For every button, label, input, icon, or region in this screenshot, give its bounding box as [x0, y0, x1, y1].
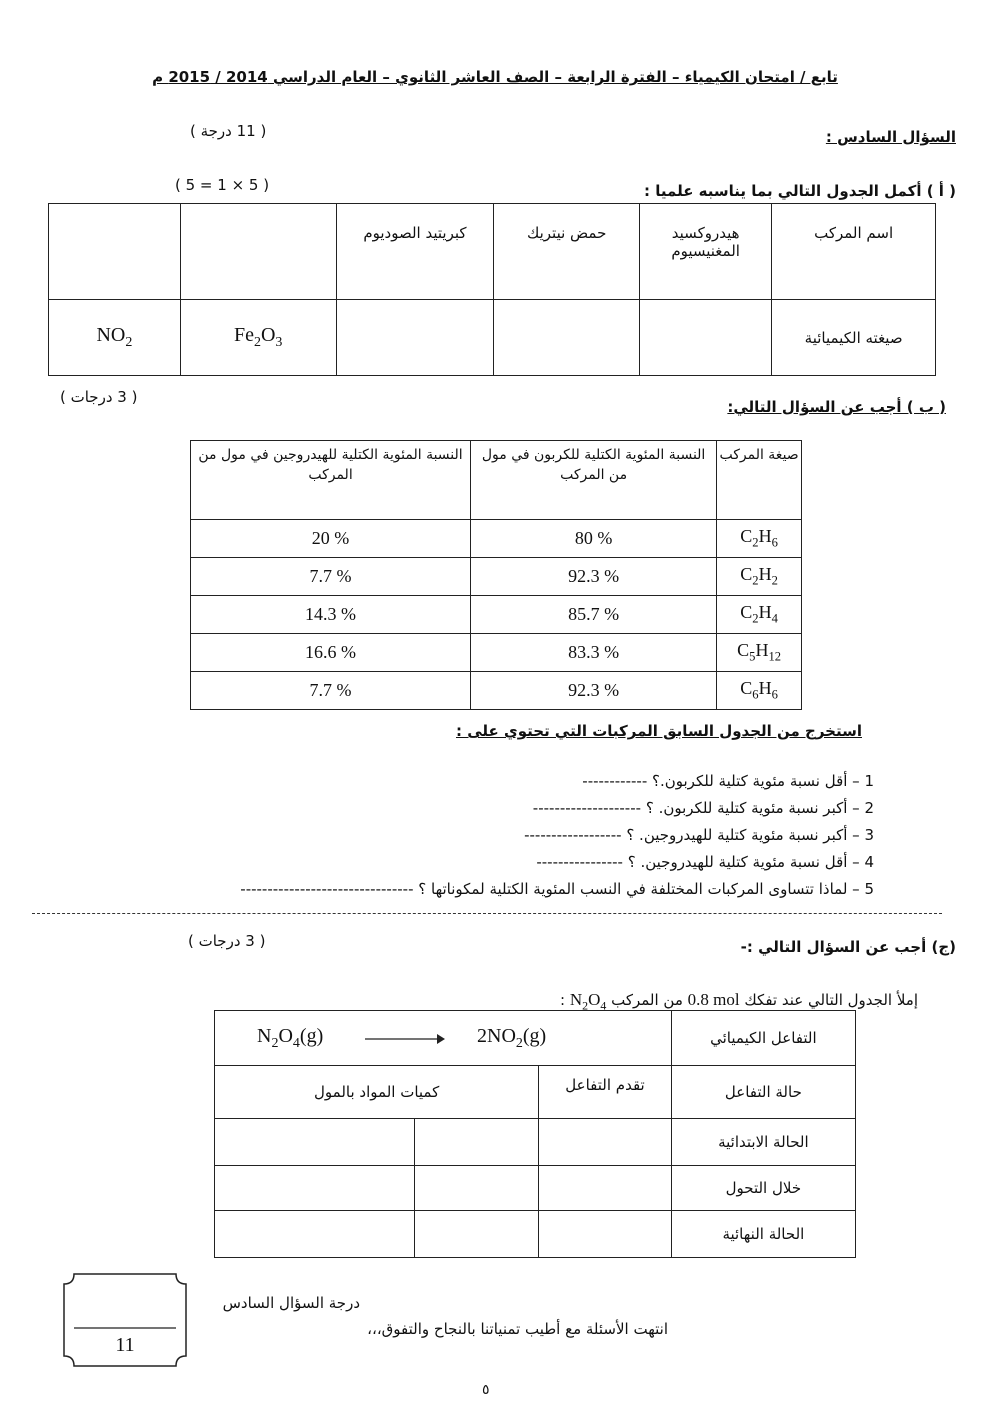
formula-cell: $C_2H_6$ — [717, 520, 802, 558]
page-number: ٥ — [482, 1382, 490, 1398]
table-row — [191, 634, 802, 672]
cell-during-no2[interactable] — [414, 1166, 538, 1211]
question-marks: ( 11 درجة ) — [190, 122, 267, 140]
progress-label: تقدم التفاعل — [539, 1066, 671, 1119]
amount: 0.8 mol — [687, 990, 740, 1009]
table-row — [191, 558, 802, 596]
cell-initial-progress[interactable] — [539, 1119, 671, 1166]
cell-final-n2o4[interactable] — [215, 1211, 415, 1258]
product: $2NO_2(g)$ — [477, 1025, 547, 1051]
formula-h: 2 — [771, 573, 778, 588]
table-row — [191, 520, 802, 558]
compound: $N_2O_4$ — [569, 990, 607, 1013]
extract-title: استخرج من الجدول السابق المركبات التي تحتوي على : — [456, 722, 862, 740]
row-label-formula: صيغته الكيميائية — [772, 300, 936, 376]
carbon-value: 92.3 % — [471, 672, 717, 710]
answer-line: -------------------------------- — [240, 880, 414, 898]
carbon-value: 83.3 % — [471, 634, 717, 672]
header-hydrogen: النسبة المئوية الكتلية للهيدروجين في مول من المركب — [191, 441, 471, 520]
cell-initial-no2[interactable] — [414, 1119, 538, 1166]
state-initial: الحالة الابتدائية — [671, 1119, 855, 1166]
carbon-value: 85.7 % — [471, 596, 717, 634]
carbon-value: 92.3 % — [471, 558, 717, 596]
formula-c: 6 — [752, 687, 759, 702]
formula-h: 4 — [771, 611, 778, 626]
reaction-table — [214, 1010, 856, 1258]
grade-value: 11 — [115, 1334, 135, 1356]
formula-c: 2 — [752, 535, 759, 550]
header-formula: صيغة المركب — [717, 441, 802, 520]
answer-line: ------------ — [582, 772, 648, 790]
question-5 — [240, 880, 874, 898]
formula-cell: $C_2H_4$ — [717, 596, 802, 634]
part-b-label-text: ( ب ) أجب عن السؤال التالي: — [727, 398, 946, 416]
cell-name-3: كبريتيد الصوديوم — [336, 204, 494, 300]
amounts-label: كميات المواد بالمول — [215, 1066, 539, 1119]
reaction-equation-cell — [215, 1011, 672, 1066]
question-text: 1 – أقل نسبة مئوية كتلية للكربون.؟ — [652, 772, 874, 790]
formula-h: 12 — [768, 649, 782, 664]
part-a-label: ( أ ) أكمل الجدول التالي بما يناسبه علميا : — [644, 182, 956, 200]
question-1 — [582, 772, 874, 790]
question-2 — [533, 799, 874, 817]
table-row — [191, 672, 802, 710]
cell-formula-3 — [336, 300, 494, 376]
hydrogen-value: 7.7 % — [191, 558, 471, 596]
cell-final-progress[interactable] — [539, 1211, 671, 1258]
formula-h: 6 — [771, 535, 778, 550]
formula-cell: $C_6H_6$ — [717, 672, 802, 710]
reactant: $N_2O_4(g)$ — [257, 1025, 324, 1051]
instruction-pre: إملأ الجدول التالي عند تفكك — [744, 991, 918, 1009]
cell-name-5 — [49, 204, 181, 300]
part-c-instruction: إملأ الجدول التالي عند تفكك 0.8 mol من المركب $N_2O_4$ : — [560, 990, 918, 1013]
cell-during-progress[interactable] — [539, 1166, 671, 1211]
formula-c: 5 — [749, 649, 756, 664]
answer-line: -------------------- — [532, 799, 642, 817]
question-text: 2 – أكبر نسبة مئوية كتلية للكربون. ؟ — [645, 799, 874, 817]
answer-continuation-line — [32, 913, 942, 914]
state-label: حالة التفاعل — [671, 1066, 855, 1119]
cell-initial-n2o4[interactable] — [215, 1119, 415, 1166]
question-3 — [524, 826, 874, 844]
question-4 — [536, 853, 874, 871]
cell-formula-2 — [494, 300, 640, 376]
cell-formula-1 — [640, 300, 772, 376]
part-c-marks: ( 3 درجات ) — [188, 932, 266, 950]
cell-during-n2o4[interactable] — [215, 1166, 415, 1211]
part-b-label — [727, 398, 946, 416]
formula-cell: $C_5H_{12}$ — [717, 634, 802, 672]
state-during: خلال التحول — [671, 1166, 855, 1211]
instruction-mid: من المركب — [611, 991, 683, 1009]
question-text: 4 – أقل نسبة مئوية كتلية للهيدروجين. ؟ — [627, 853, 874, 871]
name-magnesium-hydroxide: هيدروكسيد المغنيسيوم — [671, 224, 740, 260]
arrow-icon — [365, 1029, 445, 1049]
grade-label: درجة السؤال السادس — [222, 1294, 360, 1312]
page-header: تابع / امتحان الكيمياء – الفترة الرابعة – الصف العاشر الثانوي – العام الدراسي 2014 / 2015 م — [152, 68, 838, 86]
answer-line: ---------------- — [536, 853, 623, 871]
cell-name-4 — [180, 204, 336, 300]
part-b-marks: ( 3 درجات ) — [60, 388, 138, 406]
hydrogen-value: 20 % — [191, 520, 471, 558]
question-text: 3 – أكبر نسبة مئوية كتلية للهيدروجين. ؟ — [626, 826, 874, 844]
table-row — [191, 596, 802, 634]
percent-table — [190, 440, 802, 710]
part-c-label: (ج) أجب عن السؤال التالي :- — [740, 938, 956, 956]
compound-table — [48, 203, 936, 376]
reaction-label: التفاعل الكيميائي — [671, 1011, 855, 1066]
carbon-value: 80 % — [471, 520, 717, 558]
question-title: السؤال السادس : — [825, 128, 956, 146]
hydrogen-value: 7.7 % — [191, 672, 471, 710]
closing-text: انتهت الأسئلة مع أطيب تمنياتنا بالنجاح والتفوق،،، — [367, 1320, 668, 1338]
cell-name-1 — [640, 204, 772, 300]
formula-c: 2 — [752, 573, 759, 588]
part-a-marks: ( 5 = 1 × 5 ) — [175, 176, 270, 194]
formula-c: 2 — [752, 611, 759, 626]
cell-formula-5: $NO_2$ — [49, 300, 181, 376]
answer-line: ------------------ — [524, 826, 622, 844]
hydrogen-value: 16.6 % — [191, 634, 471, 672]
formula-cell: $C_2H_2$ — [717, 558, 802, 596]
question-text: 5 – لماذا تتساوى المركبات المختلفة في النسب المئوية الكتلية لمكوناتها ؟ — [418, 880, 874, 898]
cell-formula-4: $Fe_2O_3$ — [180, 300, 336, 376]
header-carbon: النسبة المئوية الكتلية للكربون في مول من المركب — [471, 441, 717, 520]
formula-h: 6 — [771, 687, 778, 702]
hydrogen-value: 14.3 % — [191, 596, 471, 634]
state-final: الحالة النهائية — [671, 1211, 855, 1258]
cell-name-2: حمض نيتريك — [494, 204, 640, 300]
row-label-name: اسم المركب — [772, 204, 936, 300]
cell-final-no2[interactable] — [414, 1211, 538, 1258]
